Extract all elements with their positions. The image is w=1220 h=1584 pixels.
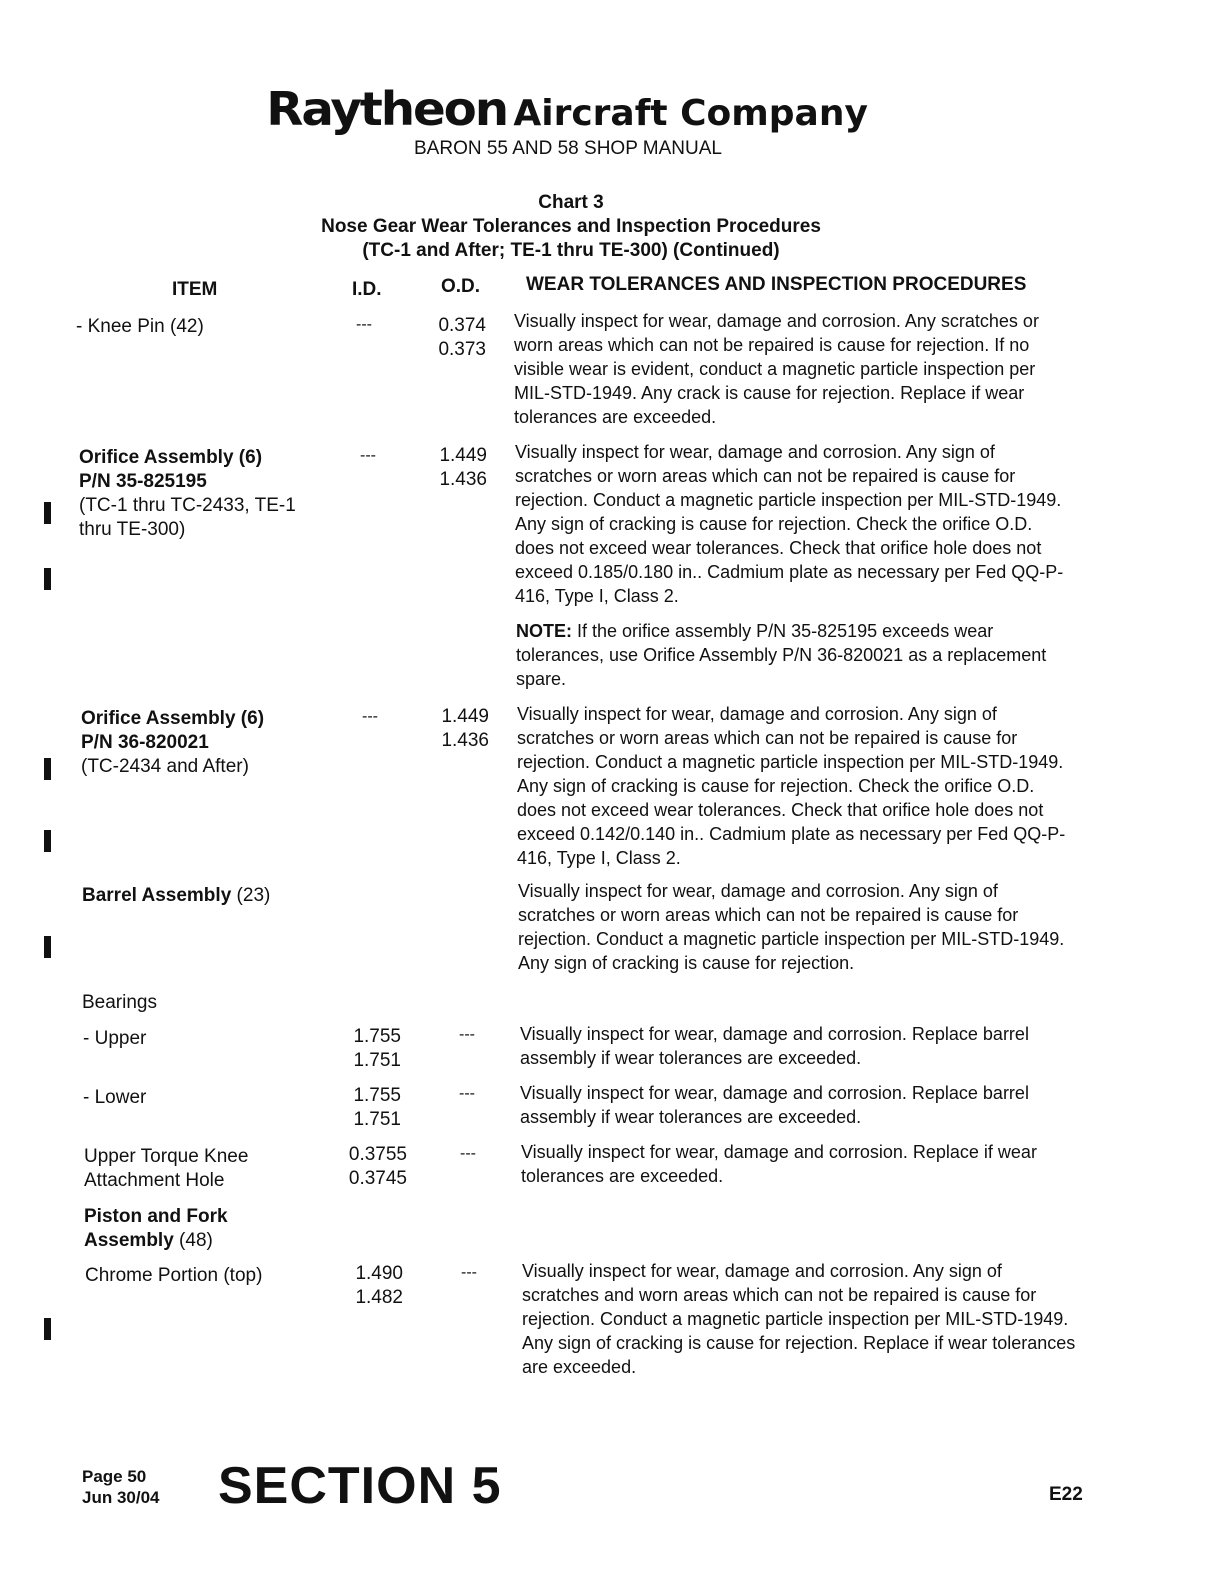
revision-bar xyxy=(44,1318,51,1340)
lower-item: - Lower xyxy=(83,1087,147,1108)
chrome-item: Chrome Portion (top) xyxy=(85,1265,263,1286)
section-title: SECTION 5 xyxy=(218,1457,502,1515)
orifice2-part-number: P/N 36-820021 xyxy=(81,732,209,753)
upper-od: --- xyxy=(459,1026,475,1043)
piston-name-line2-wrap xyxy=(84,1229,213,1253)
orifice2-od-max: 1.449 xyxy=(441,706,489,727)
orifice2-effectivity: (TC-2434 and After) xyxy=(81,756,249,777)
orifice1-id: --- xyxy=(360,447,376,464)
chart-number: Chart 3 xyxy=(538,192,604,213)
chart-title: Nose Gear Wear Tolerances and Inspection Procedures xyxy=(321,216,821,237)
torque-item-line1: Upper Torque Knee xyxy=(84,1146,249,1167)
manual-title: BARON 55 AND 58 SHOP MANUAL xyxy=(414,138,722,159)
column-header-id: I.D. xyxy=(352,279,382,300)
column-header-od: O.D. xyxy=(441,276,481,297)
orifice2-procedure: Visually inspect for wear, damage and corrosion. Any sign of scratches or worn areas which can not be repaired is cause for rejection. Conduct a magnetic particle inspection per MIL-STD-1949. Any sign of cracking is cause for rejection. Check the orifice O.D. does not exceed wear tolerances. Check that orifice hole does not exceed 0.142/0.140 in.. Cadmium plate as necessary per Fed QQ-P-416, Type I, Class 2. xyxy=(517,704,1066,868)
torque-id-min: 0.3745 xyxy=(348,1168,407,1189)
orifice2-name: Orifice Assembly (6) xyxy=(81,708,265,729)
page-code: E22 xyxy=(1049,1484,1083,1505)
orifice1-od-max: 1.449 xyxy=(439,445,487,466)
torque-id-max: 0.3755 xyxy=(348,1144,407,1165)
knee-pin-id: --- xyxy=(356,316,372,333)
note-label: NOTE: xyxy=(516,621,572,641)
chart-subtitle: (TC-1 and After; TE-1 thru TE-300) (Continued) xyxy=(362,240,780,261)
revision-bar xyxy=(44,758,51,780)
knee-pin-item: - Knee Pin (42) xyxy=(76,316,204,337)
orifice2-id: --- xyxy=(362,708,378,725)
revision-bar xyxy=(44,936,51,958)
orifice1-note xyxy=(516,619,1066,691)
barrel-name: Barrel Assembly xyxy=(82,885,232,906)
upper-item: - Upper xyxy=(83,1028,147,1049)
orifice1-procedure: Visually inspect for wear, damage and corrosion. Any sign of scratches or worn areas which can not be repaired is cause for rejection. Conduct a magnetic particle inspection per MIL-STD-1949. Any sign of cracking is cause for rejection. Check the orifice O.D. does not exceed wear tolerances. Check that orifice hole does not exceed 0.185/0.180 in.. Cadmium plate as necessary per Fed QQ-P-416, Type I, Class 2. xyxy=(515,442,1064,606)
barrel-procedure: Visually inspect for wear, damage and corrosion. Any sign of scratches or worn areas which can not be repaired is cause for rejection. Conduct a magnetic particle inspection per MIL-STD-1949. Any sign of cracking is cause for rejection. xyxy=(518,881,1065,973)
chrome-procedure: Visually inspect for wear, damage and corrosion. Any sign of scratches and worn areas which can not be repaired is cause for rejection. Conduct a magnetic particle inspection per MIL-STD-1949. Any sign of cracking is cause for rejection. Replace if wear tolerances are exceeded. xyxy=(522,1261,1076,1377)
orifice1-effectivity: (TC-1 thru TC-2433, TE-1 thru TE-300) xyxy=(79,495,296,540)
column-header-procedures: WEAR TOLERANCES AND INSPECTION PROCEDURES xyxy=(526,274,1027,295)
revision-bar xyxy=(44,568,51,590)
barrel-ref: (23) xyxy=(231,885,271,906)
piston-name-line1: Piston and Fork xyxy=(84,1206,228,1227)
company-logo xyxy=(0,82,1140,136)
torque-item-line2: Attachment Hole xyxy=(84,1170,225,1191)
column-header-item: ITEM xyxy=(172,279,218,300)
torque-procedure: Visually inspect for wear, damage and corrosion. Replace if wear tolerances are exceeded. xyxy=(521,1142,1037,1186)
knee-pin-od-max: 0.374 xyxy=(438,315,486,336)
upper-id-min: 1.751 xyxy=(353,1050,401,1071)
piston-name-line2: Assembly xyxy=(84,1230,174,1251)
lower-id-max: 1.755 xyxy=(353,1085,401,1106)
lower-procedure: Visually inspect for wear, damage and corrosion. Replace barrel assembly if wear tolerances are exceeded. xyxy=(520,1083,1029,1127)
orifice1-od-min: 1.436 xyxy=(439,469,487,490)
bearings-label: Bearings xyxy=(82,992,157,1013)
knee-pin-od-min: 0.373 xyxy=(438,339,486,360)
brand-name: Raytheon xyxy=(266,82,508,136)
upper-procedure: Visually inspect for wear, damage and corrosion. Replace barrel assembly if wear tolerances are exceeded. xyxy=(520,1024,1029,1068)
lower-od: --- xyxy=(459,1085,475,1102)
note-text: If the orifice assembly P/N 35-825195 exceeds wear tolerances, use Orifice Assembly P/N 36-820021 as a replacement spare. xyxy=(516,621,1047,689)
piston-ref: (48) xyxy=(173,1230,213,1251)
revision-date: Jun 30/04 xyxy=(82,1488,160,1507)
company-name: Aircraft Company xyxy=(513,93,868,134)
torque-od: --- xyxy=(460,1145,476,1162)
lower-id-min: 1.751 xyxy=(353,1109,401,1130)
upper-id-max: 1.755 xyxy=(353,1026,401,1047)
orifice2-od-min: 1.436 xyxy=(441,730,489,751)
chrome-od: --- xyxy=(461,1264,477,1281)
page-number: Page 50 xyxy=(82,1467,147,1486)
page-info xyxy=(82,1466,160,1508)
knee-pin-procedure: Visually inspect for wear, damage and corrosion. Any scratches or worn areas which can not be repaired is cause for rejection. If no visible wear is evident, conduct a magnetic particle inspection per MIL-STD-1949. Any crack is cause for rejection. Replace if wear tolerances are exceeded. xyxy=(514,311,1039,427)
orifice1-part-number: P/N 35-825195 xyxy=(79,471,207,492)
revision-bar xyxy=(44,502,51,524)
chrome-id-max: 1.490 xyxy=(355,1263,403,1284)
barrel-item xyxy=(82,884,270,908)
revision-bar xyxy=(44,830,51,852)
orifice1-name: Orifice Assembly (6) xyxy=(79,447,263,468)
chrome-id-min: 1.482 xyxy=(355,1287,403,1308)
